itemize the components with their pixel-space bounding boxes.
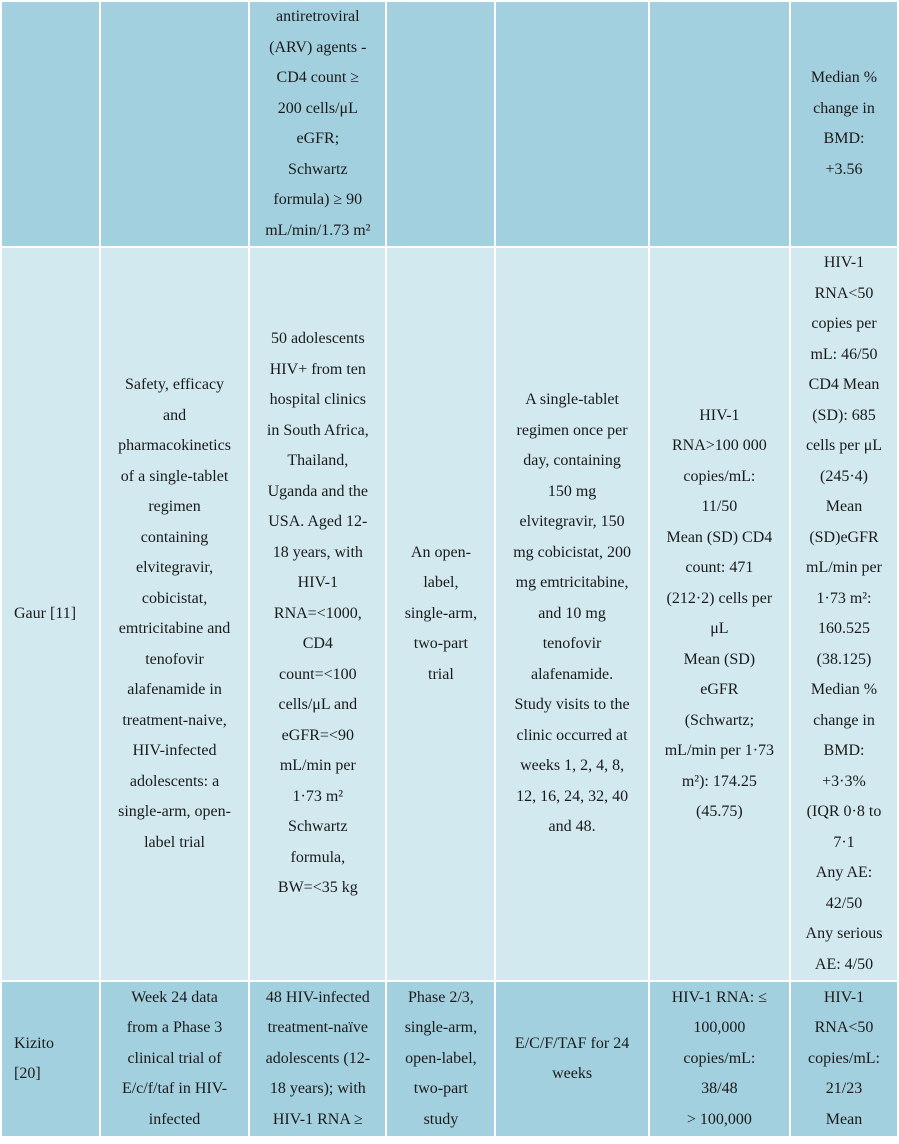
cell-line: copies per — [811, 315, 877, 332]
cell-line: Mean — [825, 498, 863, 515]
cell-line: elvitegravir, 150 — [519, 513, 625, 531]
cell-line: An open- — [410, 543, 471, 561]
cell-line: HIV-1 — [297, 574, 338, 592]
cell-intervention — [496, 982, 647, 1136]
cell-line: formula) ≥ 90 — [273, 191, 363, 208]
cell-line: mL/min/1.73 m² — [265, 221, 371, 239]
cell-line: Any serious — [805, 925, 883, 942]
cell-line: Median % — [810, 681, 878, 698]
cell-line: alafenamide. — [530, 665, 614, 683]
cell-line: 7·1 — [833, 833, 855, 851]
cell-line: antiretroviral — [276, 8, 360, 25]
cell-line: and 48. — [548, 818, 596, 836]
cell-line: treatment-naïve — [267, 1019, 368, 1037]
cell-line: change in — [813, 711, 875, 729]
cell-line: copies/mL: — [683, 1049, 756, 1067]
cell-line: 42/50 — [825, 894, 863, 912]
cell-line: CD4 Mean — [808, 376, 880, 393]
cell-line: change in — [813, 99, 875, 117]
cell-line: tenofovir — [542, 635, 602, 653]
cell-line: 48 HIV-infected — [265, 988, 370, 1006]
cell-line: 38/48 — [701, 1080, 738, 1098]
cell-line: eGFR=<90 — [281, 726, 354, 744]
cell-line: HIV-1 RNA: ≤ — [671, 988, 768, 1006]
cell-line: (IQR 0·8 to — [806, 803, 882, 820]
cell-objective — [101, 982, 248, 1136]
cell-line: hospital clinics — [269, 391, 367, 409]
cell-author — [2, 982, 99, 1136]
cell-line: two-part — [413, 1080, 468, 1098]
cell-line: single-arm, open- — [118, 803, 231, 820]
cell-line: copies/mL: — [808, 1049, 880, 1067]
cell-line: Gaur [11] — [14, 604, 77, 622]
cell-line: +3·3% — [822, 772, 866, 790]
cell-baseline — [650, 982, 789, 1136]
cell-line: eGFR; — [296, 130, 340, 147]
cell-line: Phase 2/3, — [408, 988, 474, 1006]
cell-line: cells/μL and — [278, 696, 358, 714]
cell-line: and — [162, 406, 187, 424]
cell-line: (212·2) cells per — [666, 589, 773, 607]
cell-line: 21/23 — [825, 1080, 863, 1098]
cell-line: USA. Aged 12- — [268, 513, 368, 531]
cell-line: formula, — [290, 848, 346, 866]
cell-line: (45.75) — [696, 803, 743, 820]
cell-line: RNA<50 — [814, 284, 874, 302]
cell-line: RNA=<1000, — [273, 604, 362, 622]
cell-line: 11/50 — [701, 498, 738, 515]
cell-line: Mean — [825, 1110, 863, 1128]
cell-line: > 100,000 — [686, 1110, 752, 1128]
cell-line: clinic occurred at — [516, 726, 628, 744]
cell-line: +3.56 — [825, 160, 863, 178]
cell-line: Uganda and the — [267, 482, 369, 500]
cell-line: eGFR — [700, 681, 739, 698]
cell-line: single-arm, — [404, 1019, 478, 1037]
cell-line: HIV-infected — [132, 742, 217, 759]
cell-line: single-arm, — [404, 604, 478, 622]
cell-line: (SD): 685 — [812, 406, 876, 424]
cell-line: 1·73 m²: — [816, 589, 872, 607]
cell-line: Schwartz — [288, 160, 348, 178]
cell-line: elvitegravir, — [135, 559, 214, 576]
cell-line: 200 cells/μL — [277, 99, 358, 117]
cell-baseline — [650, 248, 789, 980]
cell-line: open-label, — [405, 1049, 477, 1067]
cell-intervention — [496, 248, 647, 980]
cell-line: 100,000 — [693, 1019, 746, 1037]
cell-author — [2, 248, 99, 980]
cell-line: m²): 174.25 — [681, 772, 757, 790]
cell-line: weeks — [552, 1065, 593, 1082]
cell-population — [250, 2, 385, 246]
cell-line: two-part — [413, 635, 468, 653]
cell-line: treatment-naive, — [122, 711, 227, 729]
cell-objective — [101, 2, 248, 246]
cell-line: HIV-1 RNA ≥ — [272, 1110, 363, 1128]
cell-author — [2, 2, 99, 246]
cell-line: mL/min per 1·73 — [664, 742, 775, 759]
cell-line: day, containing — [523, 452, 621, 470]
cell-line: RNA<50 — [814, 1019, 874, 1037]
cell-line: clinical trial of — [127, 1049, 222, 1067]
cell-line: Study visits to the — [514, 696, 630, 714]
cell-line: label trial — [144, 833, 205, 851]
cell-line: 150 mg — [547, 482, 597, 500]
cell-line: count=<100 — [279, 665, 357, 683]
cell-line: adolescents: a — [129, 772, 220, 790]
cell-line: CD4 — [302, 635, 333, 653]
cell-line: cobicistat, — [141, 589, 208, 607]
cell-line: Schwartz — [288, 818, 348, 836]
cell-line: pharmacokinetics — [118, 437, 231, 454]
cell-line: infected — [148, 1110, 201, 1128]
cell-line: regimen once per — [516, 421, 628, 439]
cell-line: alafenamide in — [127, 681, 222, 698]
cell-line: adolescents (12- — [265, 1049, 371, 1067]
cell-line: (ARV) agents - — [269, 38, 367, 56]
cell-line: BW=<35 kg — [277, 879, 358, 897]
cell-line: μL — [710, 620, 729, 637]
cell-baseline — [650, 2, 789, 246]
cell-line: RNA>100 000 — [671, 437, 767, 454]
cell-line: mL: 46/50 — [810, 345, 878, 363]
cell-line: of a single-tablet — [120, 467, 229, 485]
cell-line: HIV-1 — [823, 988, 865, 1006]
cell-line: regimen — [148, 498, 201, 515]
cell-line: HIV+ from ten — [269, 360, 366, 378]
cell-line: (38.125) — [816, 650, 872, 668]
cell-line: trial — [428, 665, 454, 683]
cell-line: containing — [140, 528, 209, 546]
cell-line: Mean (SD) — [683, 650, 756, 668]
cell-line: (Schwartz; — [684, 711, 755, 729]
cell-design — [387, 982, 494, 1136]
cell-line: E/C/F/TAF for 24 — [514, 1034, 630, 1052]
cell-line: 1·73 m² — [292, 787, 344, 805]
cell-line: from a Phase 3 — [126, 1019, 223, 1037]
cell-population — [250, 982, 385, 1136]
cell-line: copies/mL: — [683, 467, 756, 485]
cell-line: label, — [423, 574, 459, 592]
cell-line: mg cobicistat, 200 — [513, 543, 631, 561]
cell-line: study — [423, 1110, 459, 1128]
cell-line: Safety, efficacy — [125, 376, 225, 393]
cell-line: Kizito — [14, 1034, 54, 1052]
cell-line: [20] — [14, 1065, 41, 1082]
cell-line: emtricitabine and — [118, 620, 231, 637]
cell-line: count: 471 — [685, 559, 754, 576]
cell-line: 12, 16, 24, 32, 40 — [516, 787, 629, 805]
cell-line: weeks 1, 2, 4, 8, — [520, 757, 625, 775]
cell-line: 50 adolescents — [270, 330, 365, 348]
cell-line: 18 years, with — [272, 543, 363, 561]
cell-outcomes — [791, 248, 897, 980]
cell-design — [387, 248, 494, 980]
cell-intervention — [496, 2, 647, 246]
table-row — [2, 248, 897, 980]
cell-population — [250, 248, 385, 980]
cell-line: BMD: — [823, 130, 865, 147]
cell-line: AE: 4/50 — [814, 955, 874, 973]
cell-line: (SD)eGFR — [809, 528, 879, 546]
cell-objective — [101, 248, 248, 980]
cell-line: BMD: — [823, 742, 865, 759]
cell-line: mL/min per — [806, 559, 882, 576]
cell-line: E/c/f/taf in HIV- — [121, 1080, 228, 1098]
cell-line: Week 24 data — [131, 988, 218, 1006]
cell-outcomes — [791, 2, 897, 246]
cell-line: 18 years); with — [269, 1080, 366, 1098]
cell-line: Median % — [810, 69, 878, 86]
cell-outcomes — [791, 982, 897, 1136]
cell-design — [387, 2, 494, 246]
cell-line: Any AE: — [815, 864, 873, 881]
table-row — [2, 982, 897, 1136]
cell-line: A single-tablet — [525, 391, 619, 409]
table-row — [2, 2, 897, 246]
cell-line: tenofovir — [145, 650, 204, 668]
cell-line: HIV-1 — [699, 406, 740, 424]
cell-line: 160.525 — [818, 620, 870, 637]
cell-line: in South Africa, — [266, 421, 369, 439]
cell-line: Mean (SD) CD4 — [666, 528, 773, 546]
cell-line: mg emtricitabine, — [515, 574, 629, 592]
cell-line: mL/min per — [279, 757, 356, 775]
cell-line: HIV-1 — [823, 254, 865, 271]
cell-line: cells per μL — [805, 437, 883, 454]
cell-line: CD4 count ≥ — [276, 69, 360, 86]
cell-line: Thailand, — [287, 452, 349, 470]
cell-line: (245·4) — [820, 467, 868, 485]
cell-line: and 10 mg — [538, 604, 606, 622]
